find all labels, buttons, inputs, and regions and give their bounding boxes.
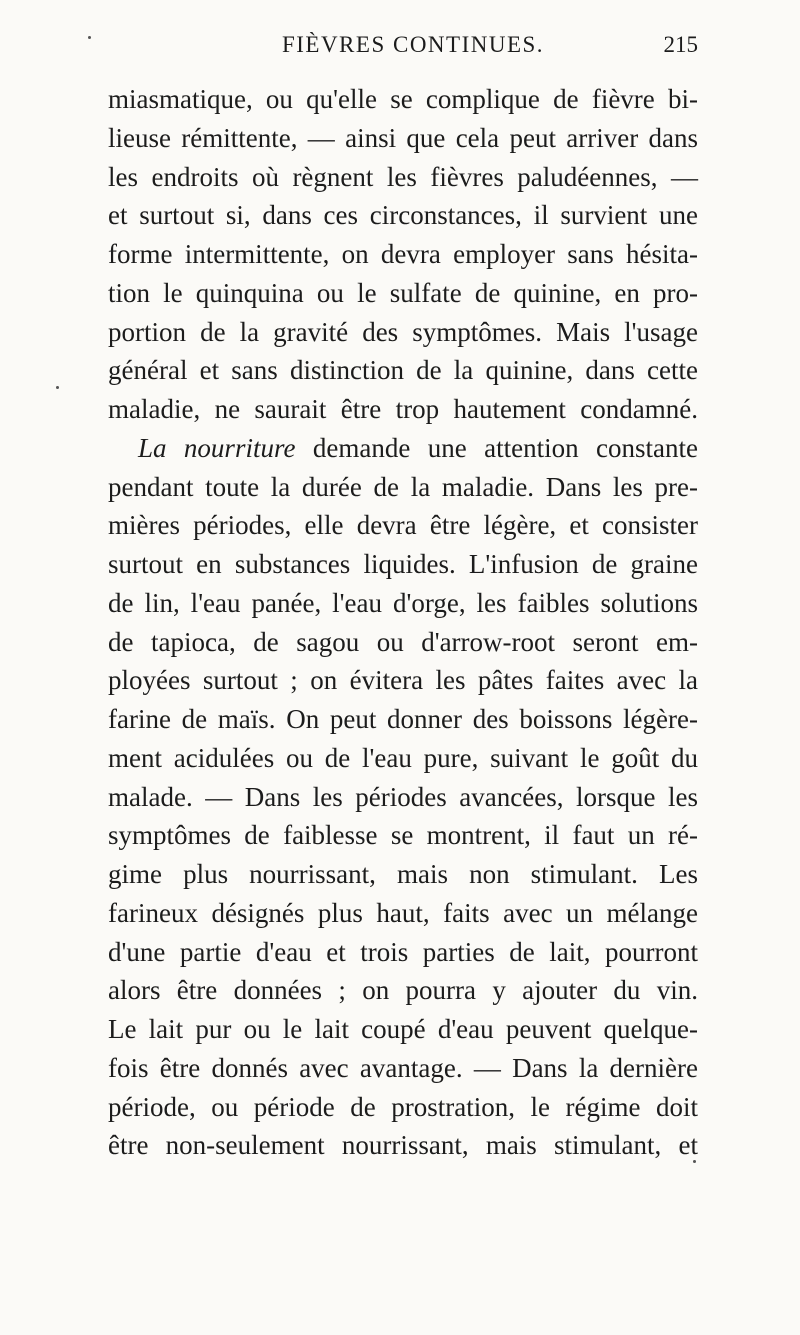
running-head: [108, 24, 698, 64]
line-rest: demande une attention constante: [295, 432, 699, 463]
text-line: général et sans distinction de la quinine, dans cette: [108, 355, 698, 386]
page-speck: [88, 36, 91, 39]
text-line: fois être donnés avec avantage. — Dans la dernière: [108, 1052, 698, 1083]
text-line: lieuse rémittente, — ainsi que cela peut arriver dans: [108, 122, 698, 153]
text-line: farineux désignés plus haut, faits avec un mélange: [108, 897, 698, 928]
text-line: portion de la gravité des symptômes. Mais l'usage: [108, 316, 698, 347]
text-line: d'une partie d'eau et trois parties de lait, pourront: [108, 936, 698, 967]
text-line: Le lait pur ou le lait coupé d'eau peuvent quelque-: [108, 1014, 698, 1044]
text-line: maladie, ne saurait être trop hautement condamné.: [108, 394, 698, 424]
page-speck: [693, 1160, 696, 1163]
text-line: de lin, l'eau panée, l'eau d'orge, les faibles solutions: [108, 587, 698, 618]
text-line: forme intermittente, on devra employer sans hésita-: [108, 239, 698, 269]
text-line: miasmatique, ou qu'elle se complique de fièvre bi-: [108, 84, 698, 114]
text-line: tion le quinquina ou le sulfate de quinine, en pro-: [108, 277, 698, 308]
italic-phrase: La nourriture: [138, 432, 296, 463]
text-line: les endroits où règnent les fièvres paludéennes, —: [108, 161, 698, 192]
text-line: ment acidulées ou de l'eau pure, suivant le goût du: [108, 742, 698, 773]
running-title: FIÈVRES CONTINUES.: [281, 32, 545, 57]
text-line: malade. — Dans les périodes avancées, lorsque les: [108, 781, 698, 812]
text-line: gime plus nourrissant, mais non stimulant. Les: [108, 859, 698, 889]
text-line: ployées surtout ; on évitera les pâtes faites avec la: [108, 665, 698, 696]
text-line: pendant toute la durée de la maladie. Dans les pre-: [108, 471, 698, 502]
text-line: alors être données ; on pourra y ajouter du vin.: [108, 975, 698, 1006]
page-speck: [56, 386, 59, 389]
text-line: et surtout si, dans ces circonstances, il survient une: [108, 200, 698, 231]
body-text: [108, 80, 698, 1165]
text-line: surtout en substances liquides. L'infusion de graine: [108, 549, 698, 579]
text-line: de tapioca, de sagou ou d'arrow-root seront em-: [108, 626, 698, 657]
page-number: 215: [663, 32, 698, 57]
text-line: mières périodes, elle devra être légère, et consister: [108, 510, 698, 541]
paragraph-start-line: [108, 429, 698, 468]
text-line: période, ou période de prostration, le régime doit: [108, 1091, 698, 1122]
text-line: symptômes de faiblesse se montrent, il faut un ré-: [108, 820, 698, 851]
text-line: être non-seulement nourrissant, mais stimulant, et: [108, 1130, 698, 1161]
text-line: farine de maïs. On peut donner des boissons légère-: [108, 704, 698, 734]
